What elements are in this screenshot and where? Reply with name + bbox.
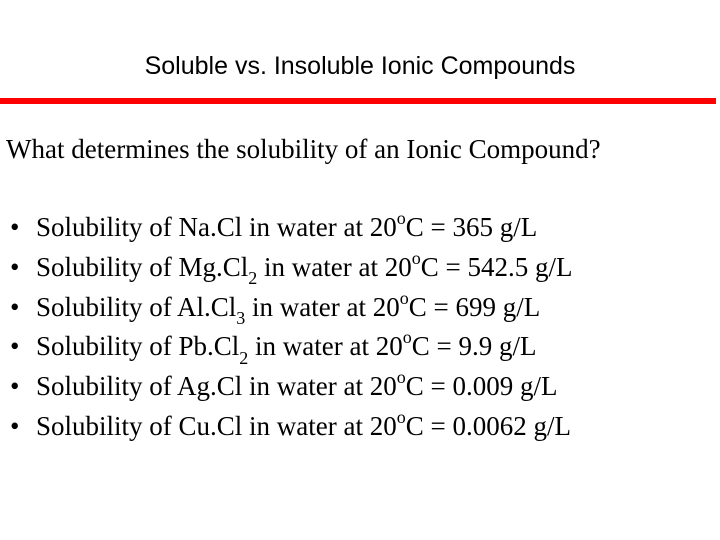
bullet-icon: • — [10, 291, 20, 322]
solubility-list — [10, 208, 572, 447]
item-text: Solubility of Na.Cl in water at $20^oC = 365$ g/L — [36, 208, 538, 242]
item-text: Solubility of Ag.Cl in water at $20^oC = 0.009$ g/L — [36, 367, 558, 402]
list-item — [10, 288, 572, 328]
list-item — [10, 367, 572, 407]
item-text: Solubility of $Pb.Cl_2$ in water at $20^oC = 9.9$ g/L — [36, 327, 537, 368]
bullet-icon: • — [10, 331, 20, 362]
bullet-icon: • — [10, 212, 20, 242]
bullet-icon: • — [10, 371, 20, 402]
list-item — [10, 407, 572, 447]
slide-title: Soluble vs. Insoluble Ionic Compounds — [144, 52, 576, 80]
list-item — [10, 248, 572, 288]
list-item — [10, 208, 572, 248]
item-text: Solubility of Cu.Cl in water at $20^oC = 0.0062$ g/L — [36, 406, 571, 441]
item-text: Solubility of $Al.Cl_3$ in water at $20^oC = 699$ g/L — [36, 287, 541, 328]
bullet-icon: • — [10, 251, 20, 282]
question-text: What determines the solubility of an Ionic Compound? — [6, 134, 601, 164]
list-item — [10, 327, 572, 367]
title-underline — [0, 98, 716, 104]
bullet-icon: • — [10, 410, 20, 441]
item-text: Solubility of $Mg.Cl_2$ in water at $20^oC = 542.5$ g/L — [36, 247, 573, 289]
